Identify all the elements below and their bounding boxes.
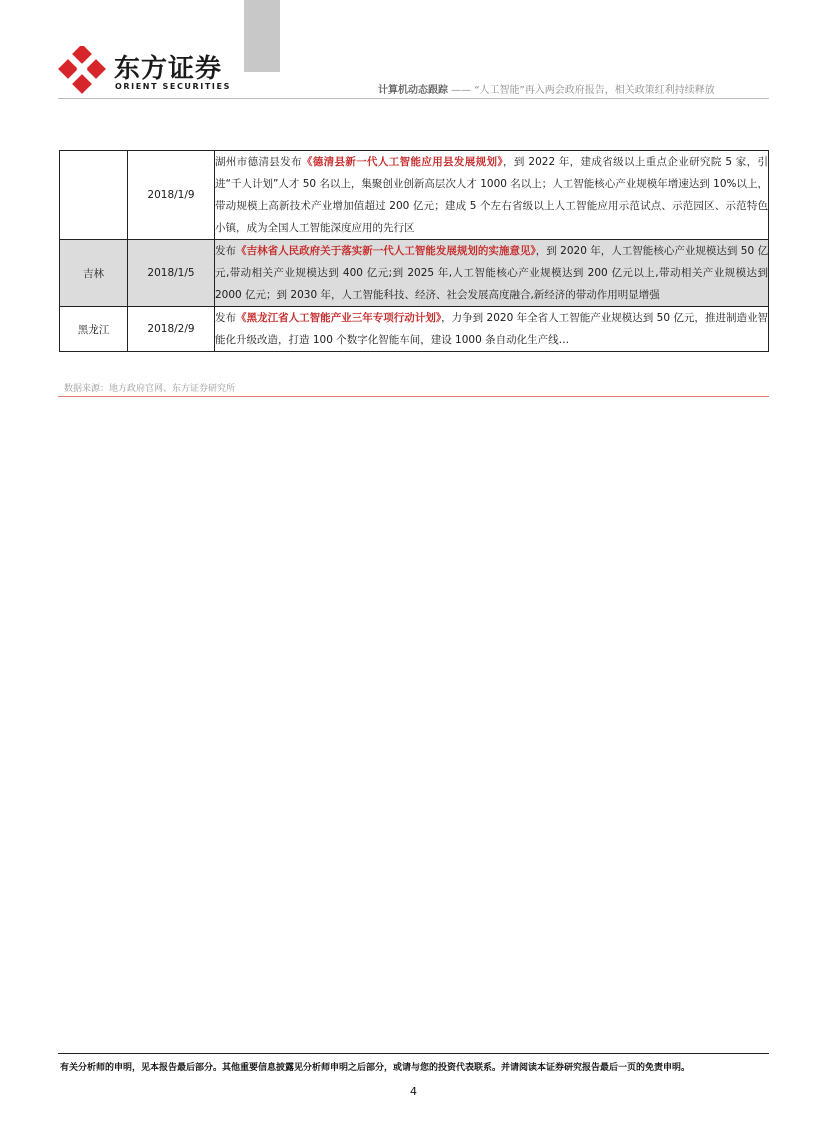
logo-name-cn: 东方证券: [114, 54, 223, 84]
description-prefix: 湖州市德清县发布: [215, 156, 302, 168]
policy-description: [215, 151, 769, 240]
description-text: ，力争到 2020 年全省人工智能产业规模达到 50 亿元，推进制造业智能化升级改造，打造 100 个数字化智能车间，建设 1000 条自动化生产线…: [215, 312, 769, 346]
page-number: 4: [410, 1085, 417, 1098]
source-divider: [58, 396, 769, 397]
policy-title: 《德清县新一代人工智能应用县发展规划》: [301, 156, 503, 168]
data-source-note: 数据来源：地方政府官网、东方证券研究所: [64, 384, 236, 394]
logo-name-en: ORIENT SECURITIES: [115, 82, 231, 91]
policy-description: [215, 240, 769, 307]
header-gray-tab: [244, 0, 280, 72]
policy-description: [215, 307, 769, 352]
table-row: [60, 151, 769, 240]
policy-title: 《吉林省人民政府关于落实新一代人工智能发展规划的实施意见》: [236, 245, 536, 257]
description-text: ，到 2020 年，人工智能核心产业规模达到 50 亿元,带动相关产业规模达到 400 亿元;到 2025 年,人工智能核心产业规模达到 200 亿元以上,带动相关产业规模达到 2000 亿元；到 2030 年，人工智能科技、经济、社会发展高度融合,新经济的带动作用明显增强: [215, 245, 769, 301]
date-cell: 2018/2/9: [128, 307, 215, 352]
header-divider: [58, 98, 769, 99]
date-cell: 2018/1/5: [128, 240, 215, 307]
header-separator: ——: [448, 85, 475, 96]
disclaimer-text: 有关分析师的申明，见本报告最后部分。其他重要信息披露见分析师申明之后部分，或请与您的投资代表联系。并请阅读本证券研究报告最后一页的免责申明。: [60, 1063, 691, 1073]
company-logo: [58, 46, 248, 96]
report-header: [378, 81, 715, 96]
table-row: [60, 240, 769, 307]
policy-title: 《黑龙江省人工智能产业三年专项行动计划》: [236, 312, 442, 324]
region-cell: [60, 151, 128, 240]
description-text: ，到 2022 年，建成省级以上重点企业研究院 5 家，引进“千人计划”人才 50 名以上，集聚创业创新高层次人才 1000 名以上；人工智能核心产业规模年增速达到 10%以上，带动规模上高新技术产业增加值超过 200 亿元；建成 5 个左右省级以上人工智能应用示范试点、示范园区、示范特色小镇，成为全国人工智能深度应用的先行区: [215, 156, 769, 234]
region-cell: 黑龙江: [60, 307, 128, 352]
description-prefix: 发布: [215, 245, 237, 257]
footer-divider: [58, 1053, 769, 1054]
description-prefix: 发布: [215, 312, 237, 324]
table-row: [60, 307, 769, 352]
policy-table: [59, 150, 769, 352]
date-cell: 2018/1/9: [128, 151, 215, 240]
region-cell: 吉林: [60, 240, 128, 307]
report-title: “人工智能”再入两会政府报告，相关政策红利持续释放: [474, 85, 715, 96]
report-series: 计算机动态跟踪: [378, 85, 448, 96]
orient-logo-icon: [58, 46, 106, 94]
